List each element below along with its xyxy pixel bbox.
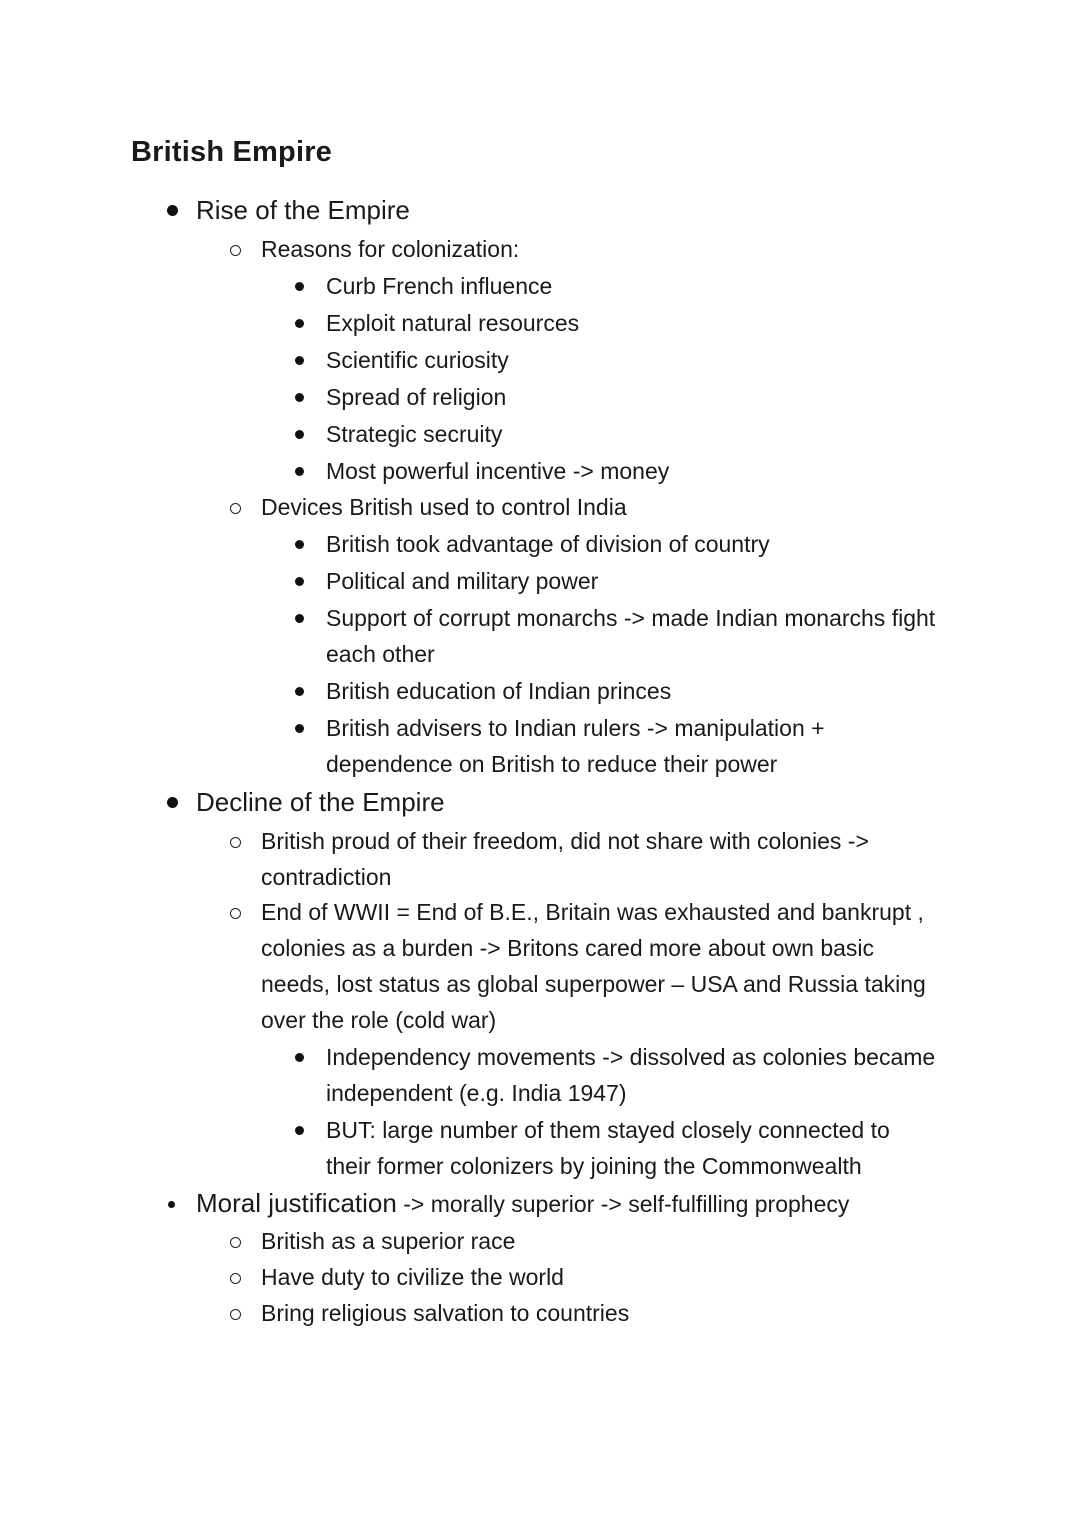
bullet-icon xyxy=(295,577,304,586)
bullet-icon xyxy=(295,467,304,476)
list-item: Strategic secruity xyxy=(326,421,503,447)
circle-bullet-icon xyxy=(230,908,241,919)
bullet-icon xyxy=(295,1053,304,1062)
list-item-continuation: their former colonizers by joining the Commonwealth xyxy=(326,1153,862,1179)
bullet-icon xyxy=(295,614,304,623)
list-item-continuation: each other xyxy=(326,641,435,667)
paragraph-line: colonies as a burden -> Britons cared more about own basic xyxy=(261,935,875,961)
list-item: Exploit natural resources xyxy=(326,310,580,336)
list-item: Scientific curiosity xyxy=(326,347,509,373)
list-item: Political and military power xyxy=(326,568,599,594)
circle-bullet-icon xyxy=(230,503,241,514)
list-item: British advisers to Indian rulers -> manipulation + xyxy=(326,715,825,741)
bullet-icon xyxy=(295,724,304,733)
circle-bullet-icon xyxy=(230,1309,241,1320)
bullet-icon xyxy=(295,319,304,328)
section-heading-decline: Decline of the Empire xyxy=(196,787,445,817)
circle-bullet-icon xyxy=(230,1273,241,1284)
list-item: Most powerful incentive -> money xyxy=(326,458,670,484)
list-item: Support of corrupt monarchs -> made Indian monarchs fight xyxy=(326,605,936,631)
paragraph-line: End of WWII = End of B.E., Britain was exhausted and bankrupt , xyxy=(261,899,924,925)
list-item: Have duty to civilize the world xyxy=(261,1264,564,1290)
list-item: British took advantage of division of country xyxy=(326,531,770,557)
bullet-icon xyxy=(295,356,304,365)
circle-bullet-icon xyxy=(230,837,241,848)
bullet-icon xyxy=(295,1126,304,1135)
subheading-reasons: Reasons for colonization: xyxy=(261,236,520,262)
bullet-icon xyxy=(295,393,304,402)
bullet-icon xyxy=(295,687,304,696)
document-title: British Empire xyxy=(131,136,333,168)
bullet-icon xyxy=(295,540,304,549)
list-item: British as a superior race xyxy=(261,1228,516,1254)
section-heading-rise: Rise of the Empire xyxy=(196,195,410,225)
bullet-icon xyxy=(167,205,178,216)
bullet-icon xyxy=(295,282,304,291)
list-item-continuation: dependence on British to reduce their power xyxy=(326,751,778,777)
subheading-devices: Devices British used to control India xyxy=(261,494,627,520)
list-item: British education of Indian princes xyxy=(326,678,672,704)
paragraph-line: needs, lost status as global superpower – USA and Russia taking xyxy=(261,971,926,997)
list-item: Bring religious salvation to countries xyxy=(261,1300,630,1326)
list-item: BUT: large number of them stayed closely connected to xyxy=(326,1117,890,1143)
paragraph-line: over the role (cold war) xyxy=(261,1007,497,1033)
bullet-icon xyxy=(168,1201,175,1208)
moral-heading-rest: -> morally superior -> self-fulfilling prophecy xyxy=(396,1191,850,1217)
list-item: Curb French influence xyxy=(326,273,553,299)
list-item: Spread of religion xyxy=(326,384,507,410)
circle-bullet-icon xyxy=(230,245,241,256)
circle-bullet-icon xyxy=(230,1237,241,1248)
paragraph-line: contradiction xyxy=(261,864,392,890)
list-item: Independency movements -> dissolved as colonies became xyxy=(326,1044,936,1070)
moral-heading-text: Moral justification xyxy=(196,1188,397,1218)
list-item-continuation: independent (e.g. India 1947) xyxy=(326,1080,627,1106)
paragraph-line: British proud of their freedom, did not share with colonies -> xyxy=(261,828,869,854)
bullet-icon xyxy=(167,797,178,808)
bullet-icon xyxy=(295,430,304,439)
section-heading-moral xyxy=(196,1185,849,1222)
